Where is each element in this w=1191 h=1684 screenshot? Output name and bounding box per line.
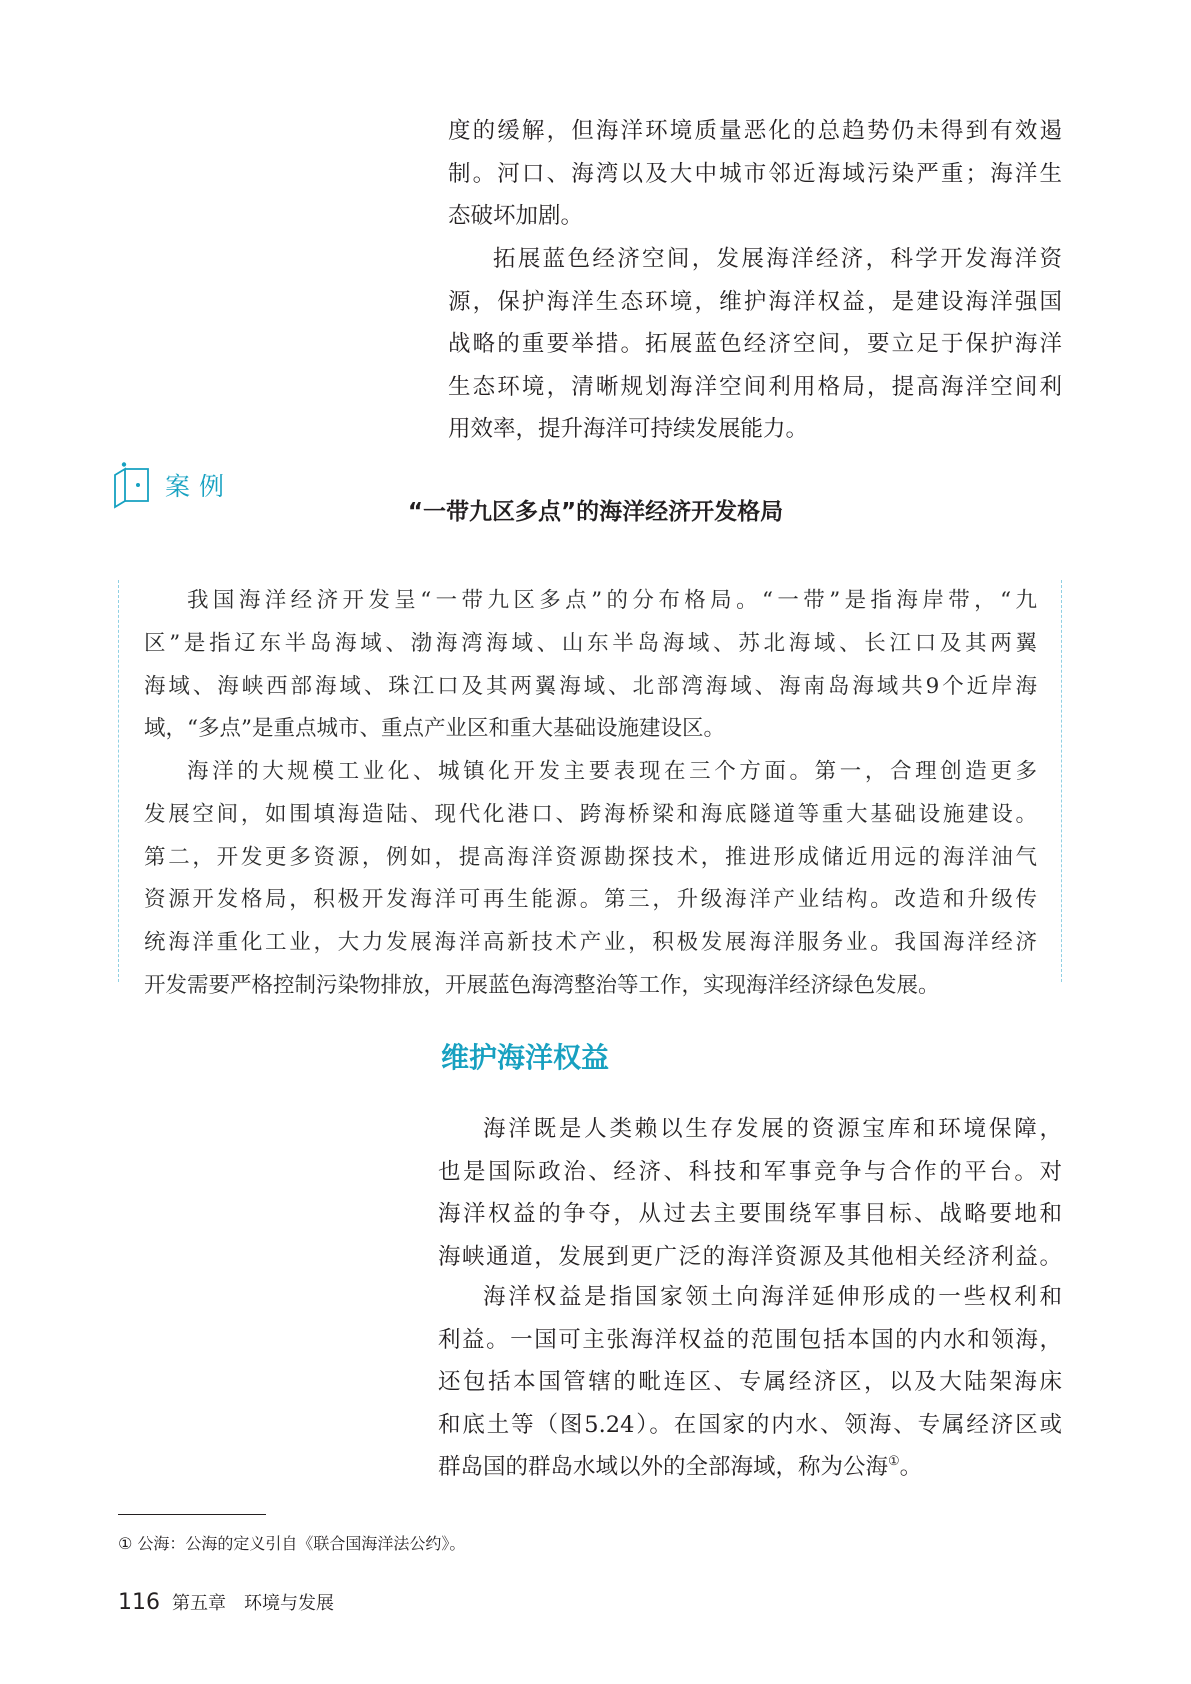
text-line: 态破坏加剧。 <box>448 203 584 229</box>
text-line: 资源开发格局，积极开发海洋可再生能源。第三，升级海洋产业结构。改造和升级传 <box>144 887 1037 913</box>
section-paragraph <box>438 1108 1062 1278</box>
text-line: 海洋的大规模工业化、城镇化开发主要表现在三个方面。第一，合理创造更多 <box>187 759 1037 784</box>
text-line: 和底土等（图5.24）。在国家的内水、领海、专属经济区或 <box>438 1411 1062 1438</box>
chapter-title: 第五章 环境与发展 <box>172 1593 334 1614</box>
text-line: 用效率，提升海洋可持续发展能力。 <box>448 416 809 442</box>
text-line: 还包括本国管辖的毗连区、专属经济区，以及大陆架海床 <box>438 1369 1062 1395</box>
text-line: 海峡通道，发展到更广泛的海洋资源及其他相关经济利益。 <box>438 1243 1062 1270</box>
intro-paragraph <box>448 110 1062 238</box>
footnote-divider <box>118 1514 266 1515</box>
text-line: 海洋既是人类赖以生存发展的资源宝库和环境保障， <box>483 1116 1062 1142</box>
text-line: 拓展蓝色经济空间，发展海洋经济，科学开发海洋资 <box>493 246 1062 272</box>
text-line: 海洋权益的争夺，从过去主要围绕军事目标、战略要地和 <box>438 1201 1062 1227</box>
text-line: 统海洋重化工业，大力发展海洋高新技术产业，积极发展海洋服务业。我国海洋经济 <box>144 930 1037 956</box>
page-footer <box>118 1589 334 1615</box>
section-paragraph <box>438 1276 1062 1489</box>
text-line: 第二，开发更多资源，例如，提高海洋资源勘探技术，推进形成储近用远的海洋油气 <box>144 844 1037 870</box>
case-study-label: 案例 <box>165 472 234 501</box>
text-line: 战略的重要举措。拓展蓝色经济空间，要立足于保护海洋 <box>448 331 1062 357</box>
text-line: 开发需要严格控制污染物排放，开展蓝色海湾整治等工作，实现海洋经济绿色发展。 <box>144 972 940 998</box>
text-line-body: 群岛国的群岛水域以外的全部海域，称为公海 <box>438 1454 889 1480</box>
text-line-end: 。 <box>899 1454 923 1480</box>
case-paragraph <box>144 751 1037 1008</box>
text-line: 生态环境，清晰规划海洋空间利用格局，提高海洋空间利 <box>448 373 1062 400</box>
text-line: 利益。一国可主张海洋权益的范围包括本国的内水和领海， <box>438 1326 1062 1353</box>
text-line: 区”是指辽东半岛海域、渤海湾海域、山东半岛海域、苏北海域、长江口及其两翼 <box>144 630 1037 656</box>
text-line: 源，保护海洋生态环境，维护海洋权益，是建设海洋强国 <box>448 288 1062 315</box>
text-line: 度的缓解，但海洋环境质量恶化的总趋势仍未得到有效遏 <box>448 118 1062 144</box>
text-line: 域，“多点”是重点城市、重点产业区和重大基础设施建设区。 <box>144 716 725 742</box>
text-line: 也是国际政治、经济、科技和军事竞争与合作的平台。对 <box>438 1158 1062 1185</box>
footnote-reference[interactable]: ① <box>888 1454 900 1469</box>
text-line: 海洋权益是指国家领土向海洋延伸形成的一些权利和 <box>483 1284 1062 1310</box>
text-line: 制。河口、海湾以及大中城市邻近海域污染严重；海洋生 <box>448 160 1062 187</box>
text-line: 海域、海峡西部海域、珠江口及其两翼海域、北部湾海域、海南岛海域共9个近岸海 <box>144 673 1037 699</box>
text-line: 我国海洋经济开发呈“一带九区多点”的分布格局。“一带”是指海岸带，“九 <box>187 588 1037 613</box>
page-number: 116 <box>118 1590 160 1615</box>
section-heading: 维护海洋权益 <box>441 1041 610 1074</box>
blue-economy-paragraph <box>448 238 1062 451</box>
case-study-box <box>118 580 1062 998</box>
text-line <box>438 1446 1062 1489</box>
case-study-title: “一带九区多点”的海洋经济开发格局 <box>407 499 784 525</box>
text-line: 发展空间，如围填海造陆、现代化港口、跨海桥梁和海底隧道等重大基础设施建设。 <box>144 801 1037 827</box>
footnote: ① 公海：公海的定义引自《联合国海洋法公约》。 <box>118 1534 466 1553</box>
case-paragraph <box>144 580 1037 751</box>
